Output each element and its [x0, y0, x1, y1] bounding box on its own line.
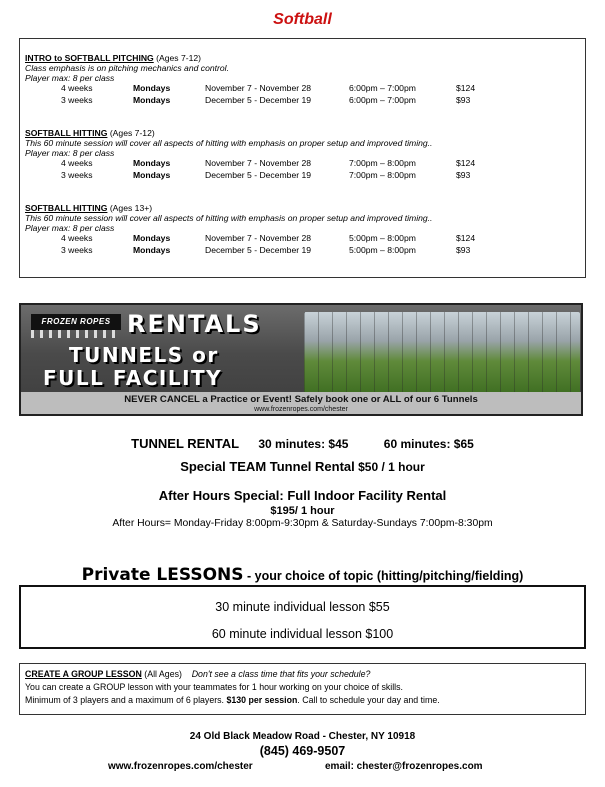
- footer-website[interactable]: www.frozenropes.com/chester: [108, 761, 253, 772]
- session-dates: December 5 - December 19: [205, 95, 312, 105]
- session-row: [25, 83, 476, 95]
- class-ages: (Ages 7-12): [153, 53, 202, 63]
- session-price: $93: [456, 95, 471, 105]
- private-lessons-label: Private LESSONS: [81, 565, 244, 585]
- class-description: This 60 minute session will cover all aspects of hitting with emphasis on proper setup and improved timing..: [25, 213, 433, 223]
- group-lesson-box: [19, 663, 586, 715]
- session-day: Mondays: [133, 83, 171, 93]
- session-time: 7:00pm – 8:00pm: [349, 158, 416, 168]
- session-weeks: 4 weeks: [61, 158, 93, 168]
- session-time: 7:00pm – 8:00pm: [349, 170, 416, 180]
- private-lessons-heading: [0, 565, 605, 585]
- group-lesson-line3: [25, 695, 440, 705]
- class-player-max: Player max: 8 per class: [25, 73, 115, 83]
- session-weeks: 4 weeks: [61, 233, 93, 243]
- class-hitting-7-12: [25, 128, 476, 182]
- class-description: Class emphasis is on pitching mechanics and control.: [25, 63, 229, 73]
- session-dates: November 7 - November 28: [205, 233, 312, 243]
- session-dates: December 5 - December 19: [205, 170, 312, 180]
- session-row: [25, 233, 476, 245]
- tunnel-rental-label: TUNNEL RENTAL: [131, 436, 240, 451]
- class-ages: (Ages 13+): [107, 203, 153, 213]
- session-price: $124: [456, 233, 476, 243]
- banner-rentals: RENTALS: [127, 310, 262, 338]
- session-weeks: 3 weeks: [61, 170, 93, 180]
- session-time: 6:00pm – 7:00pm: [349, 95, 416, 105]
- group-lesson-minmax: Minimum of 3 players and a maximum of 6 players.: [25, 695, 227, 705]
- batting-net: [304, 312, 580, 394]
- private-lessons-subtitle: - your choice of topic (hitting/pitching/fielding): [243, 569, 524, 583]
- session-time: 5:00pm – 8:00pm: [349, 233, 416, 243]
- group-lesson-call: . Call to schedule your day and time.: [297, 695, 440, 705]
- group-lesson-question: Don't see a class time that fits your schedule?: [191, 669, 371, 679]
- rentals-banner: [19, 303, 583, 416]
- footer-email[interactable]: email: chester@frozenropes.com: [325, 761, 483, 772]
- session-price: $124: [456, 158, 476, 168]
- class-description: This 60 minute session will cover all aspects of hitting with emphasis on proper setup and improved timing..: [25, 138, 433, 148]
- session-price: $124: [456, 83, 476, 93]
- facility-photo: [304, 312, 580, 394]
- session-dates: November 7 - November 28: [205, 158, 312, 168]
- session-price: $93: [456, 170, 471, 180]
- lesson-60-min: 60 minute individual lesson $100: [211, 627, 394, 641]
- session-weeks: 3 weeks: [61, 95, 93, 105]
- lesson-30-min: 30 minute individual lesson $55: [215, 600, 390, 614]
- class-title: SOFTBALL HITTING: [25, 128, 108, 138]
- session-row: [25, 158, 476, 170]
- class-title: INTRO to SOFTBALL PITCHING: [25, 53, 154, 63]
- session-row: [25, 95, 471, 107]
- group-lesson-ages: (All Ages): [141, 669, 182, 679]
- session-row: [25, 170, 471, 182]
- group-lesson-price: $130 per session: [226, 695, 298, 705]
- classes-box: [19, 38, 586, 278]
- tunnel-rental-30: 30 minutes: $45: [258, 437, 349, 451]
- banner-tunnels: TUNNELS or: [69, 343, 219, 367]
- session-day: Mondays: [133, 233, 171, 243]
- session-day: Mondays: [133, 95, 171, 105]
- class-intro-pitching: [25, 53, 476, 107]
- session-weeks: 4 weeks: [61, 83, 93, 93]
- tunnel-rental: [0, 436, 605, 451]
- session-day: Mondays: [133, 158, 171, 168]
- page-title: Softball: [273, 11, 332, 28]
- team-rental: [0, 459, 605, 474]
- class-ages: (Ages 7-12): [107, 128, 155, 138]
- session-time: 5:00pm – 8:00pm: [349, 245, 416, 255]
- class-hitting-13-plus: [25, 203, 476, 257]
- banner-url: www.frozenropes.com/chester: [254, 406, 348, 413]
- after-hours-title: After Hours Special: Full Indoor Facility Rental: [158, 488, 447, 503]
- session-day: Mondays: [133, 245, 171, 255]
- lessons-box: [19, 585, 586, 649]
- footer-phone[interactable]: (845) 469-9507: [259, 744, 346, 758]
- group-lesson-line1: [25, 669, 370, 679]
- session-dates: December 5 - December 19: [205, 245, 312, 255]
- session-dates: November 7 - November 28: [205, 83, 312, 93]
- team-rental-label: Special TEAM Tunnel Rental: [180, 459, 355, 474]
- class-title: SOFTBALL HITTING: [25, 203, 108, 213]
- frozen-ropes-logo: FROZEN ROPES: [31, 314, 121, 330]
- class-player-max: Player max: 8 per class: [25, 148, 115, 158]
- tunnel-rental-60: 60 minutes: $65: [383, 437, 474, 451]
- banner-tagline: NEVER CANCEL a Practice or Event! Safely book one or ALL of our 6 Tunnels: [124, 394, 478, 405]
- team-rental-price: $50 / 1 hour: [358, 460, 425, 474]
- group-lesson-line2: You can create a GROUP lesson with your teammates for 1 hour working on your choice of skills.: [25, 682, 403, 692]
- footer-address: 24 Old Black Meadow Road - Chester, NY 10918: [189, 731, 416, 742]
- group-lesson-title: CREATE A GROUP LESSON: [25, 669, 142, 679]
- after-hours-price: $195/ 1 hour: [270, 505, 335, 517]
- logo-icicles: [31, 330, 121, 338]
- banner-full-facility: FULL FACILITY: [43, 366, 223, 390]
- session-day: Mondays: [133, 170, 171, 180]
- after-hours-times: After Hours= Monday-Friday 8:00pm-9:30pm & Saturday-Sundays 7:00pm-8:30pm: [112, 518, 493, 529]
- session-weeks: 3 weeks: [61, 245, 93, 255]
- class-player-max: Player max: 8 per class: [25, 223, 115, 233]
- session-time: 6:00pm – 7:00pm: [349, 83, 416, 93]
- session-price: $93: [456, 245, 471, 255]
- session-row: [25, 245, 471, 257]
